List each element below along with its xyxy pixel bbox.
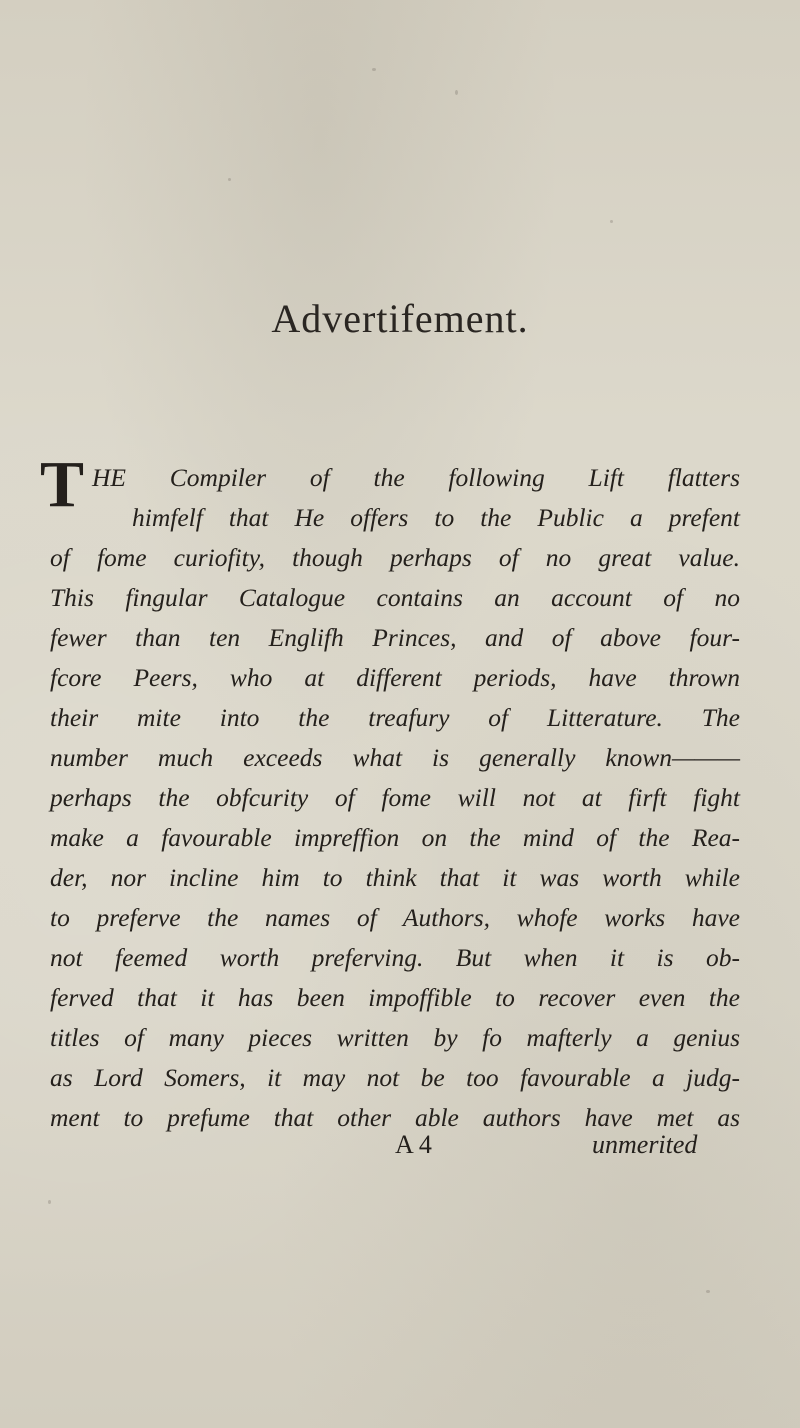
paper-speck [228,178,231,181]
catchword: unmerited [592,1130,698,1159]
paper-speck [48,1200,51,1204]
text-line: fcore Peers, who at different periods, have thrown [50,663,740,692]
text-line: ment to prefume that other able authors have met as [50,1103,740,1132]
paper-speck [706,1290,710,1293]
text-line: himfelf that He offers to the Public a prefent [132,503,740,532]
paper-speck [455,90,458,95]
text-line: ferved that it has been impoffible to recover even the [50,983,740,1012]
signature-mark: A 4 [395,1130,432,1159]
text-line: perhaps the obfcurity of fome will not at firft fight [50,783,740,812]
text-line: to preferve the names of Authors, whofe works have [50,903,740,932]
page-title: Advertifement. [271,296,529,341]
text-line: as Lord Somers, it may not be too favourable a judg- [50,1063,740,1092]
text-line: This fingular Catalogue contains an account of no [50,583,740,612]
text-line: fewer than ten Englifh Princes, and of above four- [50,623,740,652]
text-line: titles of many pieces written by fo mafterly a genius [50,1023,740,1052]
text-line: their mite into the treafury of Litterature. The [50,703,740,732]
text-line: der, nor incline him to think that it was worth while [50,863,740,892]
paper-speck [372,68,376,71]
text-line: number much exceeds what is generally known——— [50,743,740,772]
text-line: of fome curiofity, though perhaps of no great value. [50,543,740,572]
paper-speck [610,220,613,223]
text-line: make a favourable impreffion on the mind of the Rea- [50,823,740,852]
text-line: HE Compiler of the following Lift flatters [92,463,740,492]
drop-cap: T [40,448,85,521]
page-footer [0,1130,800,1170]
text-line: not feemed worth preferving. But when it is ob- [50,943,740,972]
